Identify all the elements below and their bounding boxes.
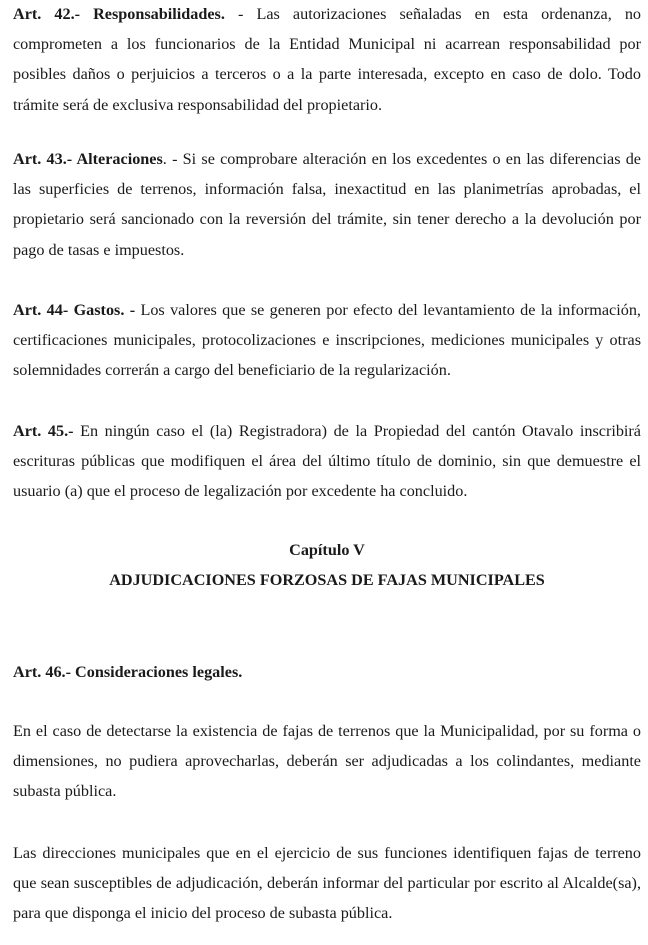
article-45-text: En ningún caso el (la) Registradora) de la Propiedad del cantón Otavalo inscribirá escrituras públicas que modifiquen el área del último título de dominio, sin que demuestre el usuario (a) que el proceso de legalización por excedente ha concluido. (13, 422, 641, 501)
article-42-label: Art. 42.- Responsabilidades. (13, 5, 225, 23)
article-46-label: Art. 46.- Consideraciones legales. (13, 663, 243, 681)
paragraph-fajas-adjudicacion: En el caso de detectarse la existencia de fajas de terrenos que la Municipalidad, por su forma o dimensiones, no pudiera aprovecharlas, deberán ser adjudicadas a los colindantes, mediante subasta pública. (13, 722, 641, 801)
article-42-text: - Las autorizaciones señaladas en esta ordenanza, no comprometen a los funcionarios de la Entidad Municipal ni acarrean responsabilidad por posibles daños o perjuicios a terceros o a la parte interesada, excepto en caso de dolo. Todo trámite será de exclusiva responsabilidad del propietario. (13, 5, 642, 114)
article-45 (13, 416, 641, 507)
article-43 (13, 144, 641, 265)
article-43-label: Art. 43.- Alteraciones (13, 150, 163, 168)
article-45-label: Art. 45.- (13, 422, 74, 440)
article-46 (13, 657, 641, 687)
article-42 (13, 0, 641, 120)
chapter-title: ADJUDICACIONES FORZOSAS DE FAJAS MUNICIPALES (109, 571, 545, 589)
article-44-text: Los valores que se generen por efecto del levantamiento de la información, certificaciones municipales, protocolizaciones e inscripciones, mediciones municipales y otras solemnidades correrán a cargo del beneficiario de la regularización. (13, 301, 641, 380)
paragraph-direcciones-municipales: Las direcciones municipales que en el ejercicio de sus funciones identifiquen fajas de terreno que sean susceptibles de adjudicación, deberán informar del particular por escrito al Alcalde(sa), para que disponga el inicio del proceso de subasta pública. (13, 844, 641, 923)
article-44 (13, 295, 641, 386)
chapter-number: Capítulo V (289, 541, 365, 559)
article-44-label: Art. 44- Gastos. - (13, 301, 136, 319)
article-43-text: . - Si se comprobare alteración en los excedentes o en las diferencias de las superficies de terrenos, información falsa, inexactitud en las planimetrías aprobadas, el propietario será sancionado con la reversión del trámite, sin tener derecho a la devolución por pago de tasas e impuestos. (13, 150, 641, 259)
